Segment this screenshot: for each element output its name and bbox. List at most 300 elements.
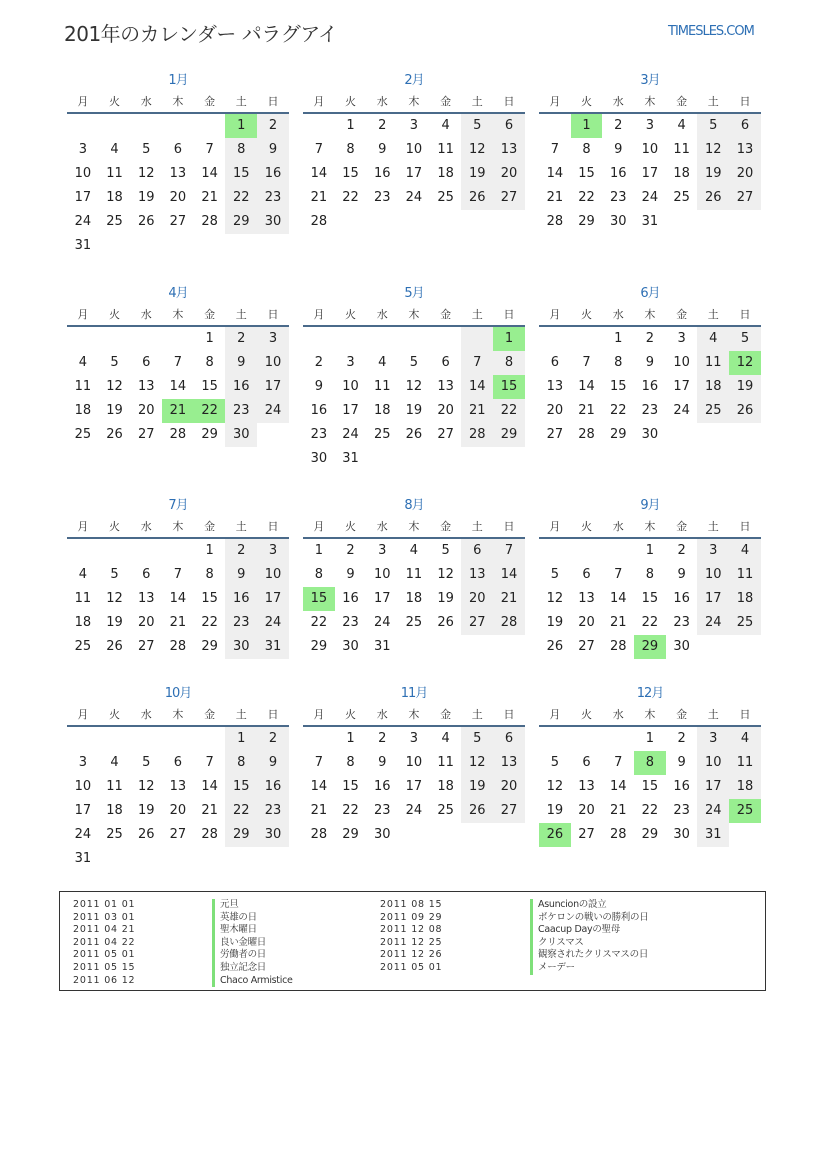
day-cell[interactable]: 23 [342, 615, 359, 630]
day-cell[interactable]: 22 [641, 803, 659, 818]
day-cell[interactable]: 15 [609, 379, 627, 394]
day-cell[interactable]: 4 [729, 539, 761, 563]
day-cell[interactable]: 18 [74, 403, 92, 418]
day-cell[interactable]: 30 [609, 214, 627, 229]
day-cell[interactable]: 19 [461, 162, 493, 186]
day-cell[interactable]: 21 [169, 615, 187, 630]
day-cell[interactable]: 8 [205, 567, 214, 582]
day-cell[interactable]: 6 [493, 114, 525, 138]
day-cell[interactable]: 20 [169, 803, 187, 818]
day-cell[interactable]: 9 [346, 567, 355, 582]
day-cell[interactable]: 8 [225, 751, 257, 775]
day-cell[interactable]: 26 [137, 827, 155, 842]
day-cell[interactable]: 1 [205, 331, 214, 346]
day-cell[interactable]: 23 [673, 615, 690, 630]
day-cell[interactable]: 25 [373, 427, 391, 442]
day-cell[interactable]: 14 [546, 166, 564, 181]
day-cell[interactable]: 13 [169, 779, 187, 794]
day-cell[interactable]: 27 [546, 427, 564, 442]
day-cell[interactable]: 24 [405, 803, 423, 818]
day-cell[interactable]: 11 [697, 351, 729, 375]
day-cell[interactable]: 2 [645, 331, 655, 346]
day-cell[interactable]: 11 [729, 751, 761, 775]
day-cell[interactable]: 3 [697, 539, 729, 563]
day-cell[interactable]: 29 [201, 639, 218, 654]
day-cell[interactable]: 4 [677, 118, 686, 133]
day-cell[interactable]: 4 [441, 731, 450, 746]
day-cell[interactable]: 9 [225, 351, 257, 375]
day-cell[interactable]: 25 [106, 827, 123, 842]
day-cell[interactable]: 19 [106, 615, 123, 630]
day-cell[interactable]: 19 [697, 162, 729, 186]
day-cell[interactable]: 15 [342, 779, 359, 794]
day-cell[interactable]: 30 [257, 823, 289, 847]
day-cell[interactable]: 11 [729, 563, 761, 587]
day-cell[interactable]: 23 [609, 190, 627, 205]
day-cell[interactable]: 18 [106, 803, 123, 818]
day-cell[interactable]: 24 [257, 399, 289, 423]
day-cell[interactable]: 28 [201, 827, 218, 842]
day-cell[interactable]: 18 [106, 190, 123, 205]
day-cell[interactable]: 7 [314, 142, 323, 157]
day-cell[interactable]: 5 [461, 114, 493, 138]
day-cell[interactable]: 25 [437, 803, 454, 818]
day-cell[interactable]: 24 [673, 403, 690, 418]
day-cell[interactable]: 20 [578, 615, 595, 630]
day-cell[interactable]: 8 [314, 567, 323, 582]
day-cell[interactable]: 11 [437, 142, 454, 157]
day-cell[interactable]: 12 [461, 751, 493, 775]
day-cell[interactable]: 12 [437, 567, 454, 582]
day-cell[interactable]: 30 [310, 451, 328, 466]
day-cell[interactable]: 21 [609, 803, 627, 818]
day-cell[interactable]: 27 [461, 611, 493, 635]
day-cell[interactable]: 13 [546, 379, 564, 394]
day-cell[interactable]: 12 [546, 591, 564, 606]
day-cell[interactable]: 24 [405, 190, 423, 205]
holiday-day[interactable]: 1 [493, 327, 525, 351]
day-cell[interactable]: 7 [314, 755, 323, 770]
day-cell[interactable]: 10 [697, 563, 729, 587]
day-cell[interactable]: 21 [578, 403, 595, 418]
day-cell[interactable]: 5 [697, 114, 729, 138]
day-cell[interactable]: 24 [697, 799, 729, 823]
day-cell[interactable]: 28 [546, 214, 564, 229]
day-cell[interactable]: 10 [74, 779, 92, 794]
day-cell[interactable]: 21 [201, 803, 218, 818]
day-cell[interactable]: 2 [614, 118, 623, 133]
day-cell[interactable]: 1 [205, 543, 214, 558]
day-cell[interactable]: 24 [641, 190, 659, 205]
day-cell[interactable]: 27 [137, 427, 155, 442]
day-cell[interactable]: 5 [550, 755, 559, 770]
day-cell[interactable]: 2 [378, 731, 387, 746]
day-cell[interactable]: 16 [373, 166, 391, 181]
day-cell[interactable]: 15 [342, 166, 359, 181]
day-cell[interactable]: 17 [342, 403, 359, 418]
day-cell[interactable]: 29 [310, 639, 328, 654]
day-cell[interactable]: 27 [169, 214, 187, 229]
day-cell[interactable]: 30 [373, 827, 391, 842]
day-cell[interactable]: 13 [461, 563, 493, 587]
day-cell[interactable]: 25 [437, 190, 454, 205]
day-cell[interactable]: 31 [697, 823, 729, 847]
day-cell[interactable]: 15 [201, 591, 218, 606]
day-cell[interactable]: 9 [257, 751, 289, 775]
day-cell[interactable]: 31 [74, 851, 92, 866]
day-cell[interactable]: 17 [257, 375, 289, 399]
day-cell[interactable]: 16 [609, 166, 627, 181]
day-cell[interactable]: 17 [373, 591, 391, 606]
day-cell[interactable]: 1 [645, 731, 655, 746]
day-cell[interactable]: 9 [645, 355, 655, 370]
day-cell[interactable]: 18 [729, 587, 761, 611]
day-cell[interactable]: 28 [201, 214, 218, 229]
day-cell[interactable]: 20 [437, 403, 454, 418]
day-cell[interactable]: 12 [546, 779, 564, 794]
day-cell[interactable]: 13 [493, 751, 525, 775]
day-cell[interactable]: 27 [578, 639, 595, 654]
day-cell[interactable]: 1 [225, 727, 257, 751]
day-cell[interactable]: 22 [342, 803, 359, 818]
day-cell[interactable]: 26 [461, 186, 493, 210]
day-cell[interactable]: 25 [729, 611, 761, 635]
day-cell[interactable]: 22 [225, 186, 257, 210]
day-cell[interactable]: 7 [205, 755, 214, 770]
day-cell[interactable]: 10 [342, 379, 359, 394]
day-cell[interactable]: 25 [673, 190, 690, 205]
day-cell[interactable]: 30 [673, 639, 690, 654]
day-cell[interactable]: 2 [378, 118, 387, 133]
day-cell[interactable]: 18 [405, 591, 423, 606]
day-cell[interactable]: 4 [409, 543, 419, 558]
day-cell[interactable]: 5 [110, 355, 119, 370]
day-cell[interactable]: 20 [461, 587, 493, 611]
holiday-day[interactable]: 15 [493, 375, 525, 399]
day-cell[interactable]: 17 [405, 166, 423, 181]
day-cell[interactable]: 7 [493, 539, 525, 563]
day-cell[interactable]: 25 [74, 427, 92, 442]
day-cell[interactable]: 18 [673, 166, 690, 181]
day-cell[interactable]: 6 [461, 539, 493, 563]
day-cell[interactable]: 29 [225, 210, 257, 234]
day-cell[interactable]: 9 [314, 379, 323, 394]
day-cell[interactable]: 1 [645, 543, 655, 558]
day-cell[interactable]: 3 [409, 118, 419, 133]
day-cell[interactable]: 23 [225, 399, 257, 423]
day-cell[interactable]: 16 [373, 779, 391, 794]
holiday-day[interactable]: 25 [729, 799, 761, 823]
day-cell[interactable]: 11 [437, 755, 454, 770]
day-cell[interactable]: 7 [582, 355, 591, 370]
day-cell[interactable]: 10 [697, 751, 729, 775]
holiday-day[interactable]: 8 [634, 751, 666, 775]
day-cell[interactable]: 27 [437, 427, 454, 442]
day-cell[interactable]: 4 [378, 355, 387, 370]
day-cell[interactable]: 16 [310, 403, 328, 418]
day-cell[interactable]: 4 [78, 567, 87, 582]
day-cell[interactable]: 14 [578, 379, 595, 394]
day-cell[interactable]: 13 [578, 591, 595, 606]
day-cell[interactable]: 2 [677, 731, 686, 746]
day-cell[interactable]: 3 [78, 142, 87, 157]
day-cell[interactable]: 10 [405, 755, 423, 770]
day-cell[interactable]: 28 [310, 214, 328, 229]
day-cell[interactable]: 24 [257, 611, 289, 635]
day-cell[interactable]: 16 [225, 587, 257, 611]
day-cell[interactable]: 8 [614, 355, 623, 370]
day-cell[interactable]: 25 [74, 639, 92, 654]
day-cell[interactable]: 5 [142, 755, 151, 770]
day-cell[interactable]: 27 [493, 186, 525, 210]
holiday-day[interactable]: 15 [303, 587, 335, 611]
day-cell[interactable]: 31 [257, 635, 289, 659]
day-cell[interactable]: 17 [257, 587, 289, 611]
day-cell[interactable]: 9 [378, 142, 387, 157]
day-cell[interactable]: 28 [461, 423, 493, 447]
day-cell[interactable]: 17 [74, 190, 92, 205]
day-cell[interactable]: 5 [110, 567, 119, 582]
day-cell[interactable]: 28 [609, 639, 627, 654]
day-cell[interactable]: 9 [614, 142, 623, 157]
day-cell[interactable]: 20 [493, 775, 525, 799]
day-cell[interactable]: 12 [137, 166, 155, 181]
day-cell[interactable]: 14 [310, 779, 328, 794]
day-cell[interactable]: 7 [550, 142, 559, 157]
holiday-day[interactable]: 26 [539, 823, 571, 847]
day-cell[interactable]: 1 [314, 543, 323, 558]
day-cell[interactable]: 3 [677, 331, 686, 346]
day-cell[interactable]: 11 [673, 142, 690, 157]
day-cell[interactable]: 12 [106, 591, 123, 606]
day-cell[interactable]: 1 [346, 118, 355, 133]
day-cell[interactable]: 4 [110, 142, 119, 157]
day-cell[interactable]: 27 [137, 639, 155, 654]
day-cell[interactable]: 18 [729, 775, 761, 799]
day-cell[interactable]: 9 [225, 563, 257, 587]
day-cell[interactable]: 24 [373, 615, 391, 630]
day-cell[interactable]: 23 [673, 803, 690, 818]
day-cell[interactable]: 3 [257, 327, 289, 351]
day-cell[interactable]: 23 [373, 190, 391, 205]
day-cell[interactable]: 21 [310, 803, 328, 818]
day-cell[interactable]: 9 [677, 567, 686, 582]
day-cell[interactable]: 19 [461, 775, 493, 799]
day-cell[interactable]: 27 [729, 186, 761, 210]
day-cell[interactable]: 26 [437, 615, 454, 630]
day-cell[interactable]: 10 [641, 142, 659, 157]
day-cell[interactable]: 23 [257, 186, 289, 210]
day-cell[interactable]: 6 [493, 727, 525, 751]
day-cell[interactable]: 21 [461, 399, 493, 423]
holiday-day[interactable]: 12 [729, 351, 761, 375]
day-cell[interactable]: 9 [257, 138, 289, 162]
day-cell[interactable]: 20 [578, 803, 595, 818]
day-cell[interactable]: 11 [74, 591, 92, 606]
day-cell[interactable]: 11 [74, 379, 92, 394]
day-cell[interactable]: 19 [137, 190, 155, 205]
day-cell[interactable]: 5 [461, 727, 493, 751]
day-cell[interactable]: 13 [437, 379, 454, 394]
day-cell[interactable]: 11 [106, 166, 123, 181]
holiday-day[interactable]: 22 [194, 399, 226, 423]
day-cell[interactable]: 3 [409, 731, 419, 746]
day-cell[interactable]: 20 [546, 403, 564, 418]
day-cell[interactable]: 22 [578, 190, 595, 205]
day-cell[interactable]: 19 [137, 803, 155, 818]
day-cell[interactable]: 2 [225, 539, 257, 563]
day-cell[interactable]: 9 [677, 755, 686, 770]
day-cell[interactable]: 15 [201, 379, 218, 394]
day-cell[interactable]: 8 [205, 355, 214, 370]
day-cell[interactable]: 14 [310, 166, 328, 181]
day-cell[interactable]: 26 [461, 799, 493, 823]
day-cell[interactable]: 12 [405, 379, 423, 394]
day-cell[interactable]: 10 [673, 355, 690, 370]
day-cell[interactable]: 30 [641, 427, 659, 442]
day-cell[interactable]: 2 [314, 355, 323, 370]
day-cell[interactable]: 13 [493, 138, 525, 162]
day-cell[interactable]: 3 [257, 539, 289, 563]
day-cell[interactable]: 20 [493, 162, 525, 186]
day-cell[interactable]: 16 [257, 162, 289, 186]
day-cell[interactable]: 21 [546, 190, 564, 205]
day-cell[interactable]: 7 [173, 355, 183, 370]
day-cell[interactable]: 13 [137, 379, 155, 394]
day-cell[interactable]: 26 [697, 186, 729, 210]
day-cell[interactable]: 2 [225, 327, 257, 351]
day-cell[interactable]: 30 [257, 210, 289, 234]
holiday-day[interactable]: 21 [162, 399, 194, 423]
day-cell[interactable]: 16 [673, 591, 690, 606]
day-cell[interactable]: 9 [378, 755, 387, 770]
day-cell[interactable]: 18 [437, 166, 454, 181]
day-cell[interactable]: 26 [137, 214, 155, 229]
day-cell[interactable]: 29 [201, 427, 218, 442]
day-cell[interactable]: 5 [729, 327, 761, 351]
day-cell[interactable]: 28 [310, 827, 328, 842]
day-cell[interactable]: 22 [201, 615, 218, 630]
day-cell[interactable]: 3 [697, 727, 729, 751]
day-cell[interactable]: 4 [110, 755, 119, 770]
day-cell[interactable]: 19 [106, 403, 123, 418]
day-cell[interactable]: 4 [729, 727, 761, 751]
day-cell[interactable]: 26 [106, 639, 123, 654]
day-cell[interactable]: 19 [546, 615, 564, 630]
holiday-day[interactable]: 29 [634, 635, 666, 659]
day-cell[interactable]: 31 [373, 639, 391, 654]
day-cell[interactable]: 10 [74, 166, 92, 181]
day-cell[interactable]: 12 [697, 138, 729, 162]
day-cell[interactable]: 10 [405, 142, 423, 157]
day-cell[interactable]: 31 [342, 451, 359, 466]
day-cell[interactable]: 6 [729, 114, 761, 138]
day-cell[interactable]: 23 [225, 611, 257, 635]
day-cell[interactable]: 23 [310, 427, 328, 442]
day-cell[interactable]: 14 [609, 779, 627, 794]
day-cell[interactable]: 25 [106, 214, 123, 229]
day-cell[interactable]: 5 [550, 567, 559, 582]
day-cell[interactable]: 15 [578, 166, 595, 181]
day-cell[interactable]: 28 [609, 827, 627, 842]
day-cell[interactable]: 7 [173, 567, 183, 582]
day-cell[interactable]: 7 [461, 351, 493, 375]
day-cell[interactable]: 4 [441, 118, 450, 133]
day-cell[interactable]: 12 [461, 138, 493, 162]
day-cell[interactable]: 13 [137, 591, 155, 606]
day-cell[interactable]: 6 [441, 355, 450, 370]
day-cell[interactable]: 26 [405, 427, 423, 442]
day-cell[interactable]: 18 [437, 779, 454, 794]
day-cell[interactable]: 22 [225, 799, 257, 823]
day-cell[interactable]: 8 [225, 138, 257, 162]
day-cell[interactable]: 29 [609, 427, 627, 442]
day-cell[interactable]: 28 [169, 427, 187, 442]
day-cell[interactable]: 20 [137, 615, 155, 630]
day-cell[interactable]: 15 [641, 779, 659, 794]
day-cell[interactable]: 1 [614, 331, 623, 346]
day-cell[interactable]: 29 [641, 827, 659, 842]
day-cell[interactable]: 7 [205, 142, 214, 157]
day-cell[interactable]: 10 [257, 563, 289, 587]
day-cell[interactable]: 14 [201, 779, 218, 794]
day-cell[interactable]: 21 [310, 190, 328, 205]
day-cell[interactable]: 3 [78, 755, 87, 770]
day-cell[interactable]: 28 [493, 611, 525, 635]
day-cell[interactable]: 15 [225, 162, 257, 186]
day-cell[interactable]: 19 [437, 591, 454, 606]
day-cell[interactable]: 8 [346, 142, 355, 157]
day-cell[interactable]: 3 [645, 118, 655, 133]
site-brand[interactable]: TIMESLES.COM [668, 24, 754, 39]
day-cell[interactable]: 12 [137, 779, 155, 794]
day-cell[interactable]: 17 [641, 166, 659, 181]
day-cell[interactable]: 25 [405, 615, 423, 630]
day-cell[interactable]: 17 [673, 379, 690, 394]
day-cell[interactable]: 7 [614, 755, 623, 770]
day-cell[interactable]: 15 [641, 591, 659, 606]
day-cell[interactable]: 17 [74, 803, 92, 818]
day-cell[interactable]: 8 [346, 755, 355, 770]
day-cell[interactable]: 3 [346, 355, 355, 370]
day-cell[interactable]: 22 [342, 190, 359, 205]
day-cell[interactable]: 2 [677, 543, 686, 558]
day-cell[interactable]: 29 [342, 827, 359, 842]
day-cell[interactable]: 20 [729, 162, 761, 186]
day-cell[interactable]: 20 [169, 190, 187, 205]
day-cell[interactable]: 14 [169, 379, 187, 394]
day-cell[interactable]: 30 [342, 639, 359, 654]
day-cell[interactable]: 13 [578, 779, 595, 794]
day-cell[interactable]: 21 [201, 190, 218, 205]
day-cell[interactable]: 23 [257, 799, 289, 823]
day-cell[interactable]: 24 [74, 827, 92, 842]
holiday-day[interactable]: 1 [225, 114, 257, 138]
day-cell[interactable]: 19 [729, 375, 761, 399]
day-cell[interactable]: 14 [201, 166, 218, 181]
day-cell[interactable]: 19 [546, 803, 564, 818]
day-cell[interactable]: 22 [609, 403, 627, 418]
day-cell[interactable]: 28 [169, 639, 187, 654]
day-cell[interactable]: 16 [641, 379, 659, 394]
day-cell[interactable]: 27 [169, 827, 187, 842]
day-cell[interactable]: 21 [609, 615, 627, 630]
day-cell[interactable]: 16 [673, 779, 690, 794]
day-cell[interactable]: 20 [137, 403, 155, 418]
day-cell[interactable]: 5 [409, 355, 419, 370]
day-cell[interactable]: 6 [173, 755, 183, 770]
day-cell[interactable]: 22 [310, 615, 328, 630]
